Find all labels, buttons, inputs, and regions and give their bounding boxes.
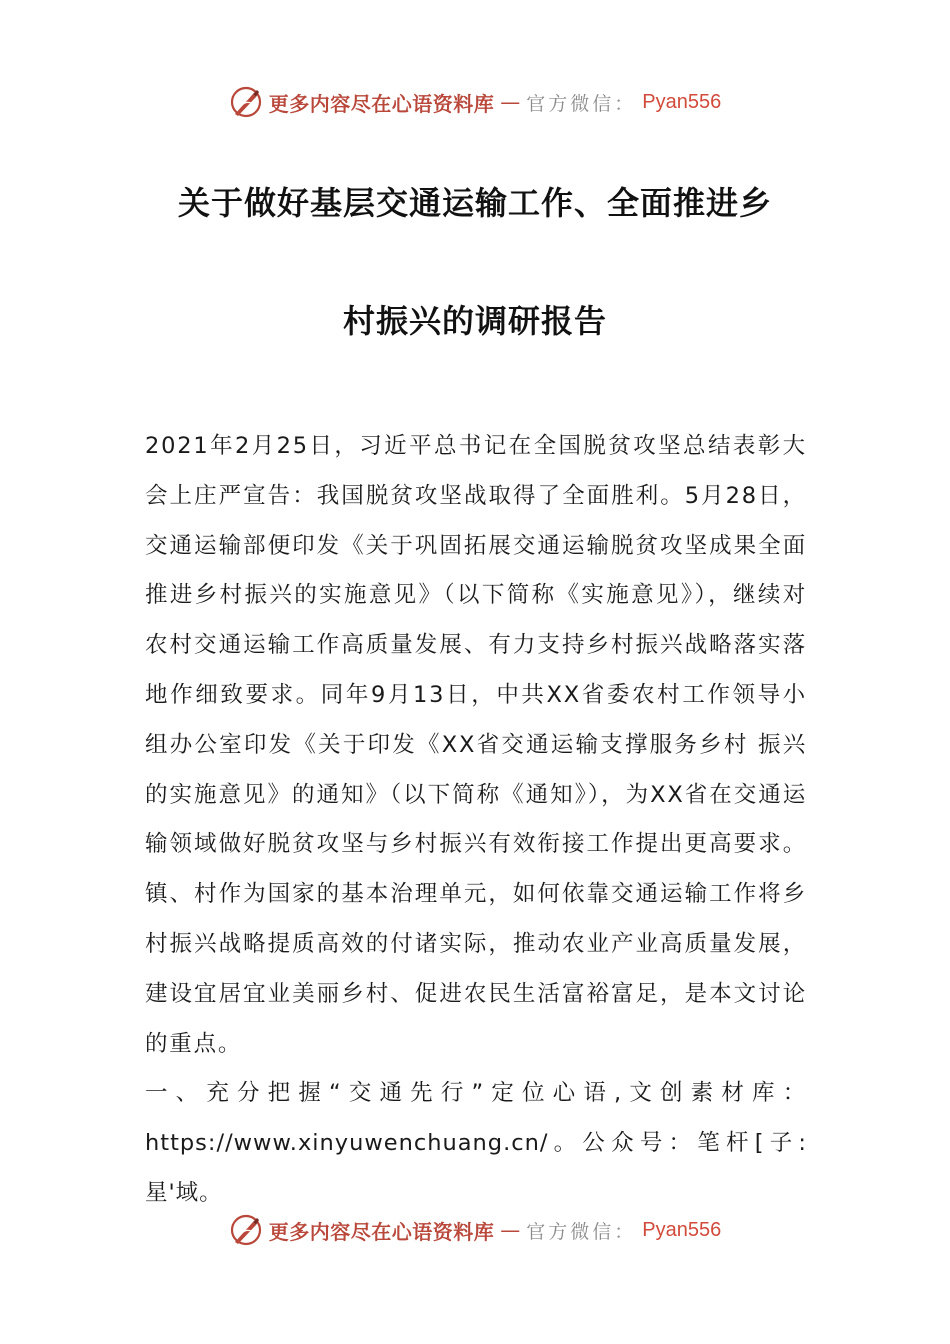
banner-label: 官方微信： xyxy=(526,1220,637,1243)
pen-circle-logo-icon xyxy=(229,1213,263,1247)
banner-label: 官方微信： xyxy=(526,92,637,115)
header-banner xyxy=(0,82,950,122)
source-url-line: https://www.xinyuwenchuang.cn/。公众号：笔杆[子:星'域。 xyxy=(145,1130,807,1206)
banner-text: 更多内容尽在心语资料库 xyxy=(268,91,495,116)
banner-separator: — xyxy=(500,90,521,114)
body-paragraph: 2021年2月25日，习近平总书记在全国脱贫攻坚总结表彰大会上庄严宣告：我国脱贫攻坚战取得了全面胜利。5月28日，交通运输部便印发《关于巩固拓展交通运输脱贫攻坚成果全面推进乡村振兴的实施意见》（以下简称《实施意见》），继续对农村交通运输工作高质量发展、有力支持乡村振兴战略落实落地作细致要求。同年9月13日，中共XX省委农村工作领导小组办公室印发《关于印发《XX省交通运输支撑服务乡村 振兴的实施意见》的通知》（以下简称《通知》），为XX省在交通运输领域做好脱贫攻坚与乡村振兴有效衔接工作提出更高要求。镇、村作为国家的基本治理单元，如何依靠交通运输工作将乡村振兴战略提质高效的付诸实际，推动农业产业高质量发展，建设宜居宜业美丽乡村、促进农民生活富裕富足，是本文讨论的重点。 xyxy=(145,433,807,1057)
banner-separator: — xyxy=(500,1218,521,1242)
document-title-line-2: 村振兴的调研报告 xyxy=(342,302,607,340)
section-heading: 一、充分把握“交通先行”定位心语,文创素材库： xyxy=(145,1080,807,1107)
pen-circle-logo-icon xyxy=(229,85,263,119)
banner-wechat-id: Pyan556 xyxy=(642,90,722,113)
banner-text: 更多内容尽在心语资料库 xyxy=(268,1219,495,1244)
footer-banner xyxy=(0,1210,950,1250)
document-body xyxy=(145,422,807,1219)
banner-wechat-id: Pyan556 xyxy=(642,1218,722,1241)
document-title-line-1: 关于做好基层交通运输工作、全面推进乡 xyxy=(177,184,772,222)
